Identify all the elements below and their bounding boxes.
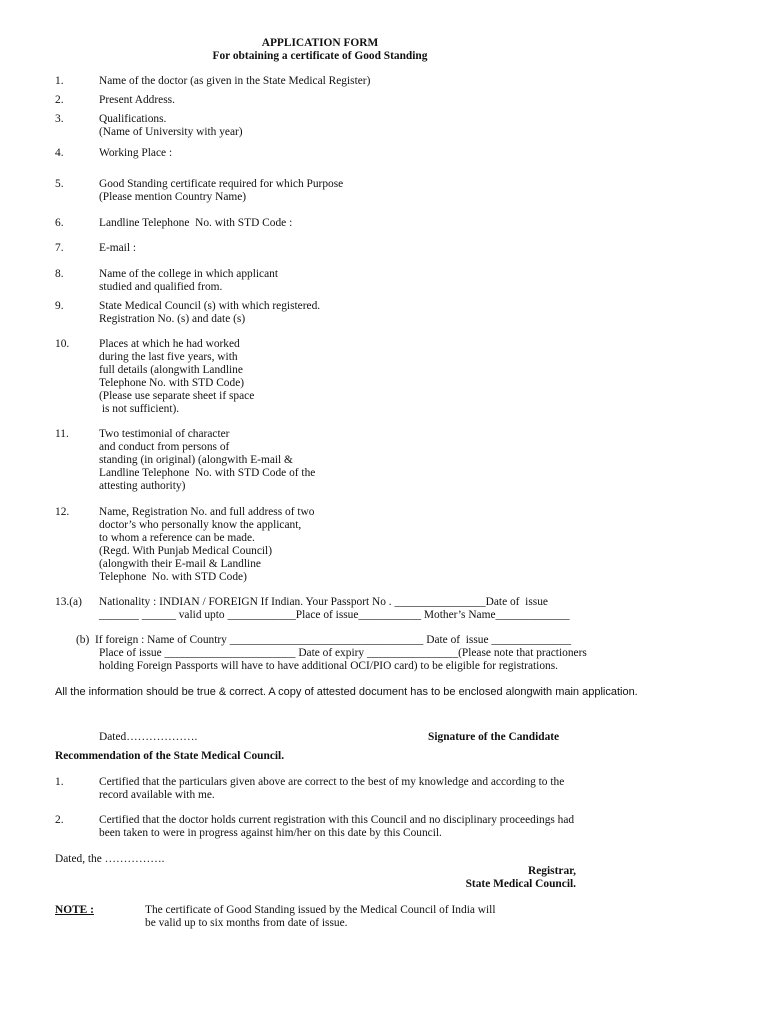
item-text: full details (alongwith Landline [99,364,243,376]
cert-text: Certified that the particulars given above are correct to the best of my knowledge and according to the [99,776,565,788]
item-text: (Please use separate sheet if space [99,390,255,402]
item-text: attesting authority) [99,480,186,492]
foreign-issue-line: Place of issue _______________________ Date of expiry ________________(Please note that practioners [99,647,587,659]
item-text: Telephone No. with STD Code) [99,377,245,389]
item-number: 7. [55,242,64,254]
item-text: (Please mention Country Name) [99,191,247,203]
item-number: 4. [55,147,64,159]
cert-text: record available with me. [99,789,215,801]
item-text: Two testimonial of character [99,428,230,440]
item-text: (alongwith their E-mail & Landline [99,558,261,570]
item-text: (Name of University with year) [99,126,243,138]
declaration-text: All the information should be true & correct. A copy of attested document has to be enclosed alongwith main application. [55,686,638,698]
item-text: studied and qualified from. [99,281,223,293]
item-number: 5. [55,178,64,190]
foreign-note-line: holding Foreign Passports will have to have additional OCI/PIO card) to be eligible for registrations. [99,660,559,672]
item-text: standing (in original) (alongwith E-mail & [99,454,293,466]
foreign-country-line: (b) If foreign : Name of Country __________________________________ Date of issue ______________ [76,634,572,646]
note-label: NOTE : [55,904,94,916]
item-text: Places at which he had worked [99,338,240,350]
dated-field: Dated………………. [99,731,198,743]
item-text: State Medical Council (s) with which registered. [99,300,321,312]
item-text: (Regd. With Punjab Medical Council) [99,545,273,557]
item-number: 1. [55,75,64,87]
item-text: Good Standing certificate required for which Purpose [99,178,344,190]
item-number: 3. [55,113,64,125]
form-subtitle: For obtaining a certificate of Good Standing [212,50,428,62]
item-number-13a: 13.(a) [55,596,82,608]
item-text: doctor’s who personally know the applicant, [99,519,302,531]
dated-the-field: Dated, the ……………. [55,853,165,865]
item-text: Qualifications. [99,113,167,125]
item-number: 11. [55,428,69,440]
nationality-line: Nationality : INDIAN / FOREIGN If Indian. Your Passport No . ________________Date of issue [99,596,548,608]
item-number: 10. [55,338,70,350]
cert-text: Certified that the doctor holds current registration with this Council and no disciplinary proceedings had [99,814,575,826]
item-text: Telephone No. with STD Code) [99,571,247,583]
item-number: 8. [55,268,64,280]
item-text: to whom a reference can be made. [99,532,255,544]
item-text: Landline Telephone No. with STD Code : [99,217,293,229]
item-text: Name, Registration No. and full address of two [99,506,315,518]
cert-text: been taken to were in progress against him/her on this date by this Council. [99,827,442,839]
cert-number: 2. [55,814,64,826]
item-number: 9. [55,300,64,312]
council-label: State Medical Council. [465,878,576,890]
item-number: 12. [55,506,70,518]
item-text: Working Place : [99,147,173,159]
item-text: during the last five years, with [99,351,238,363]
item-text: Registration No. (s) and date (s) [99,313,246,325]
passport-details-line: _______ ______ valid upto ____________Place of issue___________ Mother’s Name_____________ [99,609,570,621]
item-text: E-mail : [99,242,137,254]
item-text: is not sufficient). [99,403,180,415]
note-text: The certificate of Good Standing issued by the Medical Council of India will [145,904,496,916]
registrar-label: Registrar, [528,865,576,877]
cert-number: 1. [55,776,64,788]
item-number: 2. [55,94,64,106]
signature-label: Signature of the Candidate [428,731,560,743]
item-text: Landline Telephone No. with STD Code of the [99,467,316,479]
item-text: and conduct from persons of [99,441,230,453]
item-text: Present Address. [99,94,175,106]
item-text: Name of the college in which applicant [99,268,279,280]
recommendation-heading: Recommendation of the State Medical Council. [55,750,285,762]
form-title: APPLICATION FORM [261,37,379,49]
item-number: 6. [55,217,64,229]
item-text: Name of the doctor (as given in the State Medical Register) [99,75,371,87]
note-text: be valid up to six months from date of issue. [145,917,348,929]
